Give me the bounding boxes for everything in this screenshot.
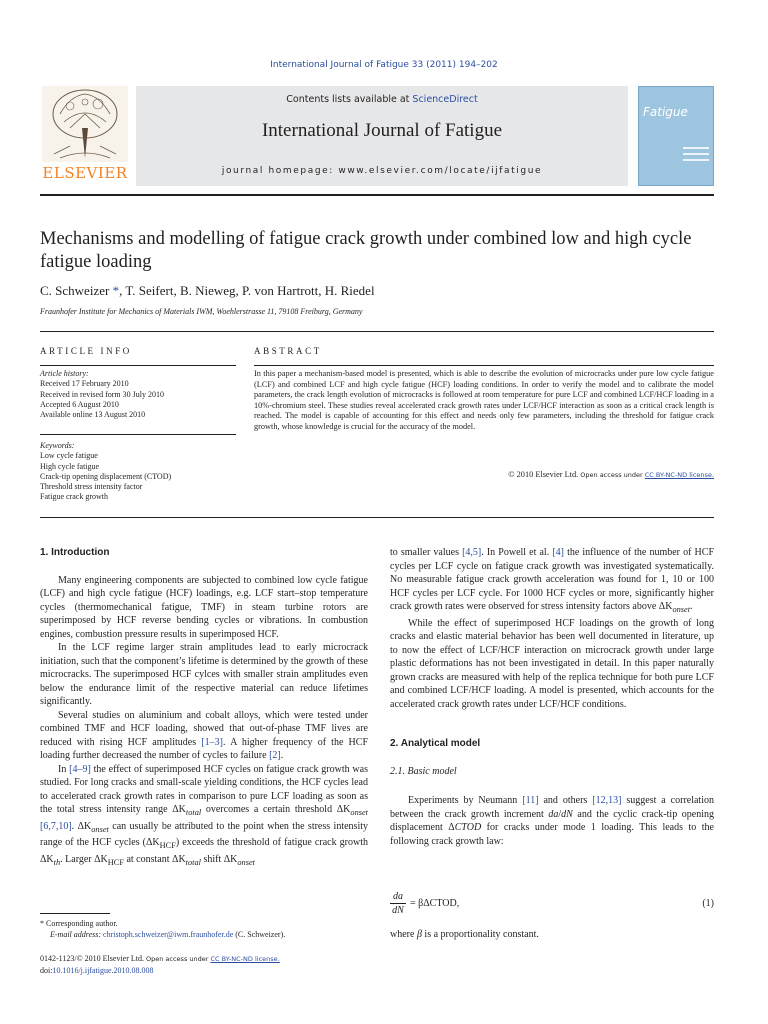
journal-header (40, 84, 714, 188)
keyword: Low cycle fatigue (40, 451, 98, 461)
article-info-rule (40, 365, 236, 366)
contents-line: Contents lists available at ScienceDirect (286, 94, 478, 105)
equation-rhs: = βΔCTOD, (410, 898, 460, 909)
equation-fraction (390, 890, 406, 917)
cover-decoration (683, 147, 709, 149)
cover-decoration (683, 153, 709, 155)
doi-line: doi:10.1016/j.ijfatigue.2010.08.008 (40, 966, 154, 975)
front-matter (40, 953, 368, 976)
issn-line: 0142-1123/© 2010 Elsevier Ltd. Open access under CC BY-NC-ND license. (40, 954, 280, 963)
reference-link[interactable]: [4,5] (462, 547, 482, 558)
corresponding-author-note: * Corresponding author. (40, 919, 118, 928)
reference-link[interactable]: [1–3] (201, 736, 223, 748)
reference-link[interactable]: [11] (522, 795, 539, 806)
abstract-copyright: © 2010 Elsevier Ltd. Open access under CC BY-NC-ND license. (508, 470, 714, 479)
cover-title: Fatigue (643, 105, 688, 119)
co-authors: , T. Seifert, B. Nieweg, P. von Hartrott, H. Riedel (119, 283, 375, 298)
reference-link[interactable]: [4] (552, 547, 564, 558)
article-info-heading: ARTICLE INFO (40, 346, 132, 356)
license-link[interactable]: CC BY-NC-ND license. (210, 955, 280, 963)
article-title: Mechanisms and modelling of fatigue crack growth under combined low and high cycle fatigue loading (40, 229, 692, 272)
fraction-bar (390, 903, 406, 904)
section-heading: 2. Analytical model (390, 738, 481, 749)
right-column (390, 546, 714, 848)
history-entry: Accepted 6 August 2010 (40, 399, 119, 409)
keyword: Threshold stress intensity factor (40, 482, 143, 492)
section-heading: 1. Introduction (40, 547, 110, 558)
abstract-text: In this paper a mechanism-based model is presented, which is able to describe the evolution of microcracks under pure low cycle fatigue (LCF) and combined LCF and high cycle fatigue (HCF) loading conditions. In order to verify the model and to calibrate the model parameters, the crack length evolution of microcracks is followed at room temperature for pure LCF and combined LCF/HCF loading in a 10%-chromium steel. These studies reveal accelerated crack growth rates under LCF/HCF interaction as soon as a critical crack length is reached. The model is capable of accounting for this effect and needs only few parameters, including the threshold for fatigue crack growth, whose knowledge is crucial for the accuracy of the model. (254, 369, 714, 431)
equation-number: (1) (702, 898, 714, 909)
reference-link[interactable]: [6,7,10] (40, 820, 72, 832)
footnote (40, 918, 368, 940)
keyword: Crack-tip opening displacement (CTOD) (40, 471, 172, 481)
keyword: Fatigue crack growth (40, 492, 108, 502)
sciencedirect-link[interactable]: ScienceDirect (412, 94, 478, 105)
keywords-rule (40, 434, 236, 435)
history-entry: Received 17 February 2010 (40, 379, 129, 389)
doi-link[interactable]: 10.1016/j.ijfatigue.2010.08.008 (52, 966, 154, 975)
reference-link[interactable]: [2] (269, 750, 281, 761)
paragraph: Experiments by Neumann [11] and others [12,13] suggest a correlation between the crack growth increment da/dN and the cyclic crack-tip opening displacement ΔCTOD for cracks under mode 1 loading. This leads to the following crack growth law: (390, 795, 714, 847)
reference-link[interactable]: [12,13] (592, 795, 622, 806)
history-heading: Article history: (40, 369, 89, 378)
subsection-heading: 2.1. Basic model (390, 765, 457, 777)
email-link[interactable]: christoph.schweizer@iwm.fraunhofer.de (103, 930, 234, 939)
corresponding-author-mark[interactable]: * (112, 283, 120, 298)
journal-title: International Journal of Fatigue (261, 120, 503, 141)
elsevier-tree-icon (40, 84, 130, 164)
keywords-heading: Keywords: (40, 441, 75, 450)
fraction-denominator: dN (392, 905, 404, 916)
first-author[interactable]: C. Schweizer (40, 283, 113, 298)
fraction-numerator: da (393, 891, 403, 902)
elsevier-logo (40, 84, 130, 184)
paragraph: Many engineering components are subjected to combined low cycle fatigue (LCF) and high cycle fatigue (HCF) loadings, e.g. LCF start–stop temperature cycles (thermomechanical fatigue, TMF) in steam turbine rotors are superimposed by HCF reverse bending cycles or vibrations. In combustion engines, combustion pressure results in superimposed HCF. (40, 574, 368, 640)
affiliation: Fraunhofer Institute for Mechanics of Materials IWM, Woehlerstrasse 11, 79108 Freiburg, Germany (40, 307, 363, 316)
abstract-bottom-rule (40, 517, 714, 518)
keyword: High cycle fatigue (40, 461, 100, 471)
cover-decoration (683, 159, 709, 161)
equation-explanation: where β is a proportionality constant. (390, 929, 539, 940)
left-column (40, 546, 368, 869)
equation-1 (390, 890, 714, 920)
author-list (40, 283, 714, 299)
article-history (40, 369, 236, 420)
paragraph: In the LCF regime larger strain amplitudes lead to early microcrack initiation, such that the component’s lifetime is determined by the growth of these microcracks. The superimposed HCF cylces with smaller strain amplitudes even below the endurance limit of the respective material can reduce lifetimes significantly. (40, 642, 368, 707)
journal-cover-thumbnail[interactable] (638, 86, 714, 186)
journal-banner (136, 86, 628, 186)
history-entry: Received in revised form 30 July 2010 (40, 389, 164, 399)
journal-homepage[interactable]: journal homepage: www.elsevier.com/locate/ijfatigue (221, 166, 543, 176)
reference-link[interactable]: [4–9] (69, 763, 91, 775)
header-rule (40, 194, 714, 196)
history-entry: Available online 13 August 2010 (40, 410, 146, 420)
journal-citation[interactable]: International Journal of Fatigue 33 (2011) 194–202 (270, 60, 498, 70)
email-note: E-mail address: christoph.schweizer@iwm.fraunhofer.de (C. Schweizer). (50, 930, 286, 939)
elsevier-wordmark: ELSEVIER (42, 164, 128, 182)
abstract-heading: ABSTRACT (254, 346, 322, 356)
paragraph: to smaller values [4,5]. In Powell et al. [4] the influence of the number of HCF cycles per LCF cycle on fatigue crack growth was investigated systematically. No measurable fatigue crack growth acceleration was found for 1, 10 or 100 HCF cycles per LCF cycle. For 1000 HCF cycles or more, significantly higher crack growth rates were observed for stress intensity factors above $\Delta K_{onset}$. (390, 547, 715, 614)
paragraph: While the effect of superimposed HCF loadings on the growth of long cracks and elastic material behavior has been well documented in literature, up to now the effect of LCF/HCF interaction on microcrack growth under large plastic deformations has not been investigated in detail. In this paper naturally grown cracks are measured with help of the replica technique for both pure LCF and combined LCF/HCF loading. A model is presented, which accounts for the accelerated crack growth rates under LCF/HCF conditions. (390, 617, 714, 710)
paragraph: Several studies on aluminium and cobalt alloys, which were tested under combined TMF and HCF loading, showed that out-of-phase TMF lives are reduced with rising HCF amplitudes [1–3]. A higher frequency of the HCF loading further decreased the number of cycles to failure [2]. (40, 709, 369, 761)
paragraph: In [4–9] the effect of superimposed HCF cycles on fatigue crack growth was studied. For long cracks and small-scale yielding conditions, the HCF cycles lead to accelerated crack growth rates in comparison to pure LCF loading as soon as the total stress intensity range $\Delta K_{total}$ overcomes a certain threshold $\Delta K_{onset}$ [6,7,10]. $\Delta K_{onset}$ can usually be attributed to the point when the stress intensity range of the HCF cycles $(\Delta K_{HCF})$ exceeds the threshold of fatigue crack growth $\Delta K_{th}$. Larger $\Delta K_{HCF}$ at constant $\Delta K_{total}$ shift $\Delta K_{onset}$ (40, 763, 369, 867)
keywords (40, 441, 236, 503)
license-link[interactable]: CC BY-NC-ND license. (644, 471, 714, 479)
abstract-rule (254, 365, 714, 366)
affiliation-rule (40, 331, 714, 332)
footnote-rule (40, 913, 110, 914)
